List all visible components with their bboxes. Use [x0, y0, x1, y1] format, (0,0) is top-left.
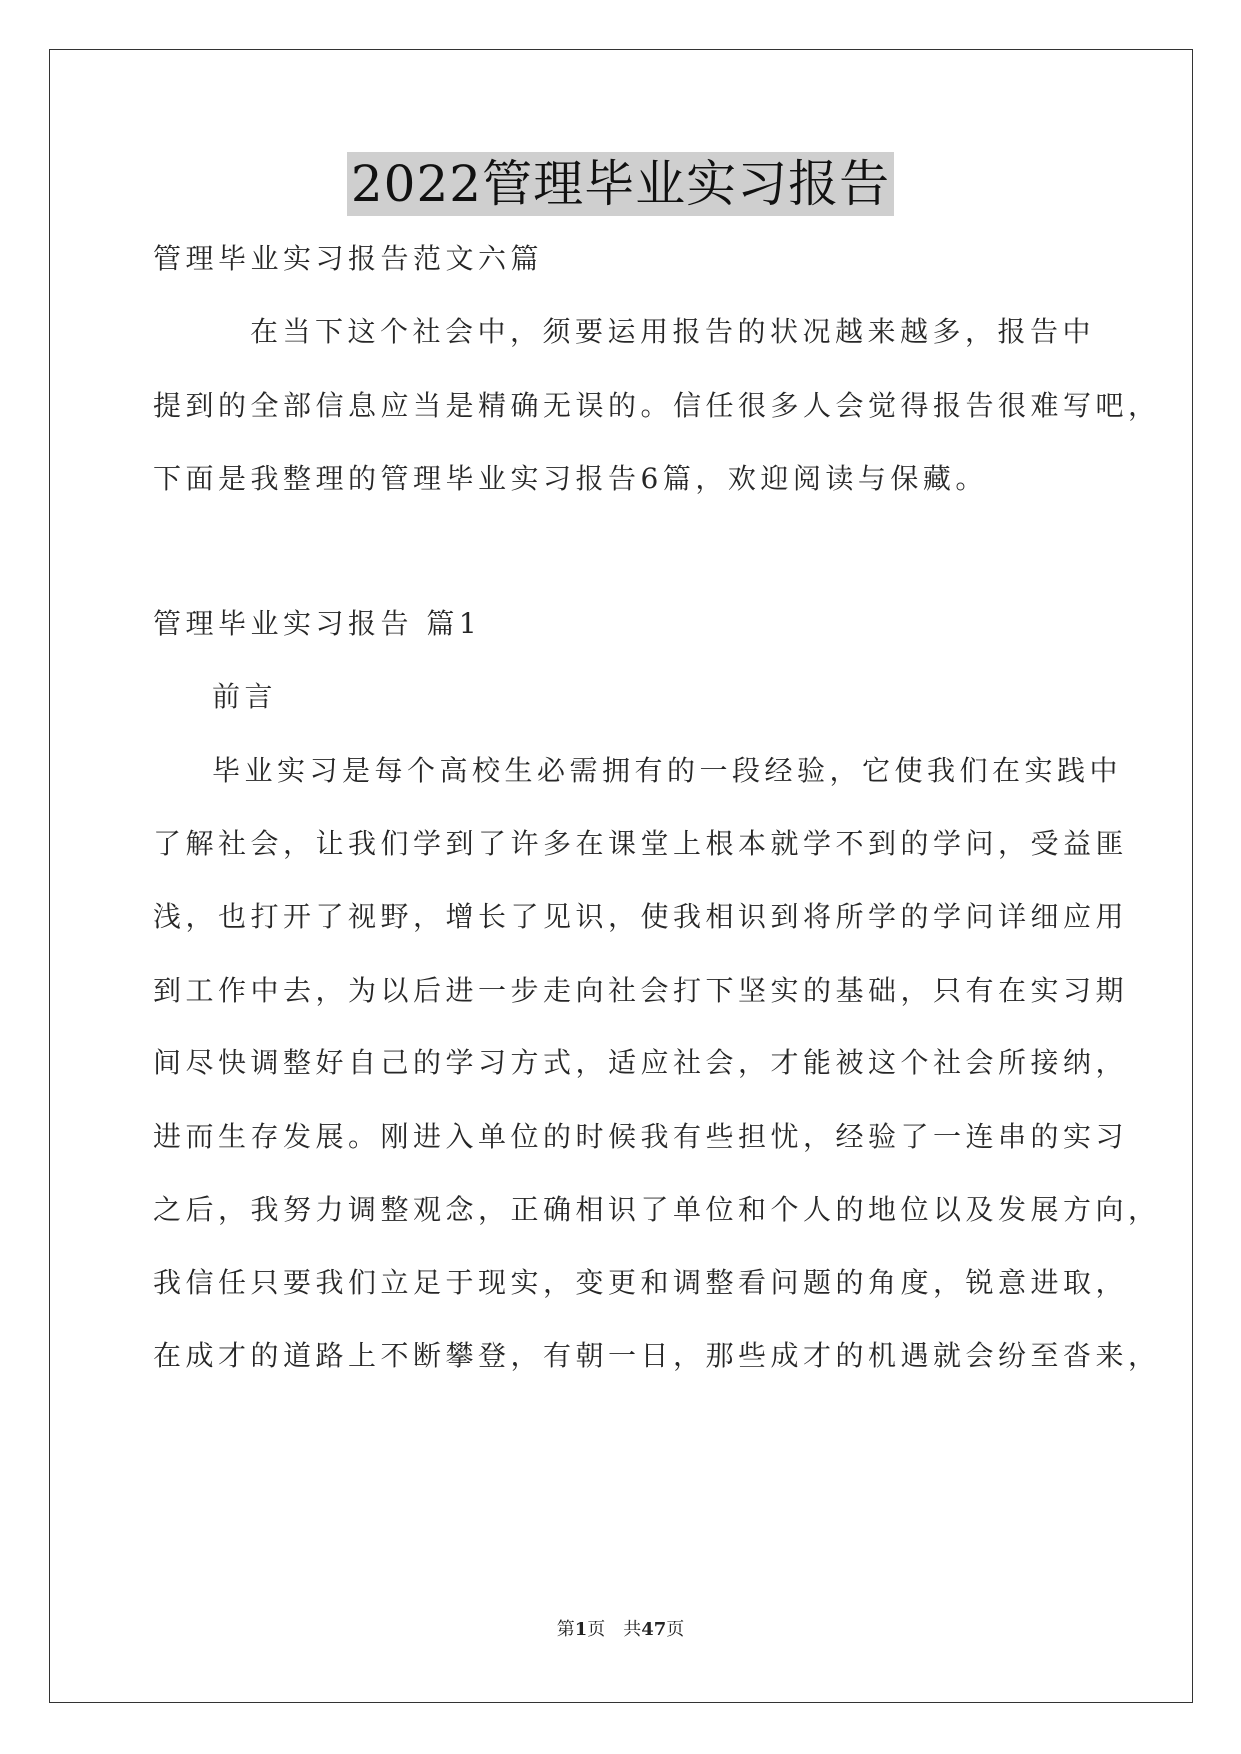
- body-line-6: 进而生存发展。刚进入单位的时候我有些担忧，经验了一连串的实习: [153, 1120, 1129, 1153]
- footer-page-suffix: 页: [666, 1619, 685, 1640]
- body-line-5: 间尽快调整好自己的学习方式，适应社会，才能被这个社会所接纳，: [153, 1046, 1129, 1079]
- body-line-3: 浅，也打开了视野，增长了见识，使我相识到将所学的学问详细应用: [153, 900, 1129, 933]
- intro-line-1: 在当下这个社会中，须要运用报告的状况越来越多，报告中: [250, 315, 1096, 348]
- document-title: 2022管理毕业实习报告: [347, 152, 894, 216]
- footer-page-mid: 页 共: [587, 1619, 642, 1640]
- page-border: [49, 49, 1193, 1703]
- body-line-2: 了解社会，让我们学到了许多在课堂上根本就学不到的学问，受益匪: [153, 827, 1129, 860]
- footer-page-total: 47: [641, 1619, 667, 1640]
- footer-page-current: 1: [574, 1619, 588, 1640]
- preface-label: 前言: [212, 680, 278, 713]
- document-subtitle: 管理毕业实习报告范文六篇: [153, 242, 544, 275]
- body-line-7: 之后，我努力调整观念，正确相识了单位和个人的地位以及发展方向，: [153, 1193, 1161, 1226]
- body-line-9: 在成才的道路上不断攀登，有朝一日，那些成才的机遇就会纷至沓来，: [153, 1339, 1161, 1372]
- intro-line-3: 下面是我整理的管理毕业实习报告6篇，欢迎阅读与保藏。: [153, 462, 988, 495]
- body-line-4: 到工作中去，为以后进一步走向社会打下坚实的基础，只有在实习期: [153, 974, 1129, 1007]
- body-line-1: 毕业实习是每个高校生必需拥有的一段经验，它使我们在实践中: [212, 754, 1123, 787]
- footer-page-prefix: 第: [556, 1619, 575, 1640]
- page-footer: [0, 1618, 1241, 1642]
- body-line-8: 我信任只要我们立足于现实，变更和调整看问题的角度，锐意进取，: [153, 1266, 1129, 1299]
- section-heading: 管理毕业实习报告 篇1: [153, 607, 482, 640]
- intro-line-2: 提到的全部信息应当是精确无误的。信任很多人会觉得报告很难写吧，: [153, 389, 1161, 422]
- title-container: [0, 152, 1241, 216]
